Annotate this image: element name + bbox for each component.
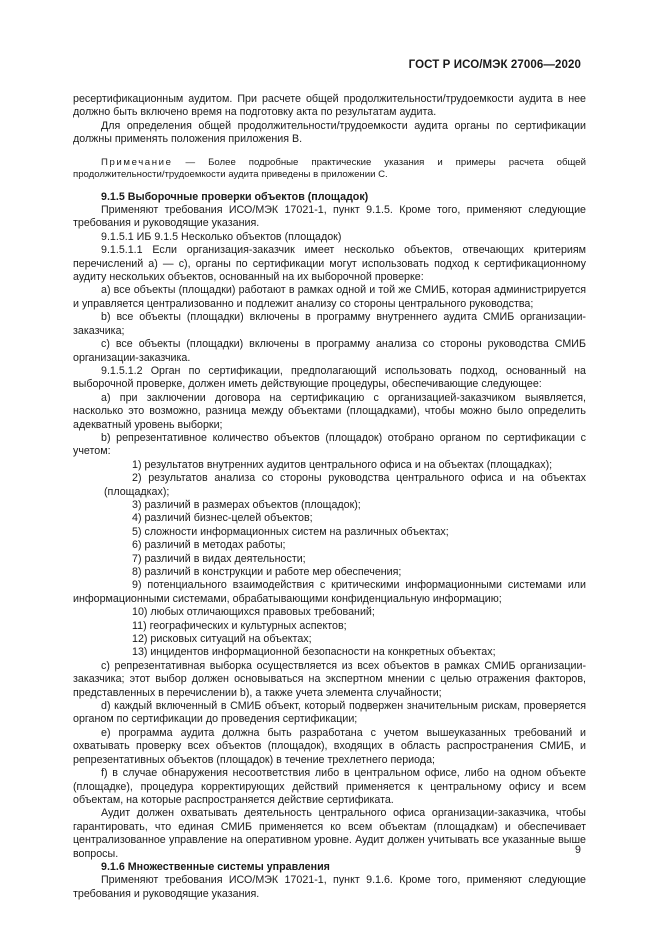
paragraph: Применяют требования ИСО/МЭК 17021-1, пункт 9.1.6. Кроме того, применяют следующие требования и руководящие указания. — [73, 874, 586, 900]
factor-item: 2) результатов анализа со стороны руководства центрального офиса и на объектах (площадках); — [104, 472, 586, 498]
list-item: c) репрезентативная выборка осуществляется из всех объектов в рамках СМИБ организации-заказчика; этот выбор должен основываться на экспертном мнении с целью отражения факторов, представленных в перечислении b), а также учета элемента случайности; — [73, 659, 586, 699]
paragraph: ресертификационным аудитом. При расчете общей продолжительности/трудоемкости аудита в нее должно быть включено время на подготовку акта по результатам аудита. — [73, 93, 586, 119]
factor-item: 3) различий в размерах объектов (площадок); — [132, 498, 361, 511]
list-item: c) все объекты (площадки) включены в программу анализа со стороны руководства СМИБ организации-заказчика. — [73, 338, 586, 364]
list-item: a) при заключении договора на сертификацию с организацией-заказчиком выявляется, насколько это возможно, разница между объектами (площадками), чтобы можно было определить адекватный уровень выборки; — [73, 391, 586, 431]
list-item: b) репрезентативное количество объектов (площадок) отобрано органом по сертификации с учетом: — [73, 431, 586, 458]
paragraph: 9.1.5.1.2 Орган по сертификации, предполагающий использовать подход, основанный на выборочной проверке, должен иметь действующие процедуры, обеспечивающие следующее: — [73, 364, 586, 391]
paragraph: Для определения общей продолжительности/трудоемкости аудита органы по сертификации должны применять положения приложения B. — [73, 119, 586, 146]
list-item: b) все объекты (площадки) включены в программу внутреннего аудита СМИБ организации-заказчика; — [73, 311, 586, 337]
note-label: Примечание — [101, 156, 173, 168]
list-item: f) в случае обнаружения несоответствия либо в центральном офисе, либо на одном объекте (площадке), процедура корректирующих действий применяется к центральному офису и всем объектам, на которые распространяется действие сертификата. — [73, 767, 586, 806]
list-item: d) каждый включенный в СМИБ объект, который подвержен значительным рискам, проверяется органом по сертификации до проведения сертификации; — [73, 700, 586, 726]
note — [73, 157, 586, 181]
factor-item: 5) сложности информационных систем на различных объектах; — [132, 525, 449, 538]
paragraph: 9.1.5.1.1 Если организация-заказчик имеет несколько объектов, отвечающих критериям перечислений a) — c), органы по сертификации могут использовать подход к сертификационному аудиту нескольких объектов, основанный на их выборочной проверке: — [73, 244, 586, 284]
paragraph: Применяют требования ИСО/МЭК 17021-1, пункт 9.1.5. Кроме того, применяют следующие требования и руководящие указания. — [73, 204, 586, 230]
subsection-title: 9.1.5.1 ИБ 9.1.5 Несколько объектов (площадок) — [101, 230, 342, 243]
standard-header: ГОСТ Р ИСО/МЭК 27006—2020 — [408, 59, 581, 71]
factor-list — [73, 606, 586, 660]
list-item: a) все объекты (площадки) работают в рамках одной и той же СМИБ, которая администрируется и управляется централизованно и подлежит анализу со стороны центрального руководства; — [73, 284, 586, 310]
factor-item: 12) рисковых ситуаций на объектах; — [132, 633, 312, 646]
factor-item: 8) различий в конструкции и работе мер обеспечения; — [132, 566, 402, 578]
factor-list — [73, 459, 586, 580]
factor-item: 1) результатов внутренних аудитов центрального офиса и на объектах (площадках); — [132, 458, 553, 471]
section-heading-9-1-5: 9.1.5 Выборочные проверки объектов (площадок) — [101, 190, 369, 203]
paragraph: Аудит должен охватывать деятельность центрального офиса организации-заказчика, чтобы гарантировать, что единая СМИБ применяется ко всем объектам (площадкам) и обеспечивает централизованное управление на оперативном уровне. Аудит должен учитывать все указанные выше вопросы. — [73, 807, 586, 860]
factor-item: 4) различий бизнес-целей объектов; — [132, 512, 313, 525]
note-text: — Более подробные практические указания и примеры расчета общей продолжительности/трудоемкости аудита приведены в приложении C. — [73, 156, 586, 180]
factor-item: 7) различий в видах деятельности; — [132, 552, 306, 565]
page-number: 9 — [575, 844, 581, 856]
factor-item: 10) любых отличающихся правовых требований; — [132, 606, 375, 619]
factor-item: 13) инцидентов информационной безопасности на конкретных объектах; — [132, 646, 496, 659]
factor-item: 9) потенциального взаимодействия с критическими информационными системами или информационными системами, обрабатывающими конфиденциальную информацию; — [73, 579, 586, 605]
page-content — [73, 93, 586, 901]
factor-item: 11) географических и культурных аспектов; — [132, 619, 347, 632]
section-heading-9-1-6: 9.1.6 Множественные системы управления — [101, 860, 330, 873]
list-item: e) программа аудита должна быть разработана с учетом вышеуказанных требований и охватывать проверку всех объектов (площадок), входящих в область распространения СМИБ, и репрезентативных объектов (площадок) в течение трехлетнего периода; — [73, 726, 586, 766]
factor-item: 6) различий в методах работы; — [132, 539, 286, 552]
